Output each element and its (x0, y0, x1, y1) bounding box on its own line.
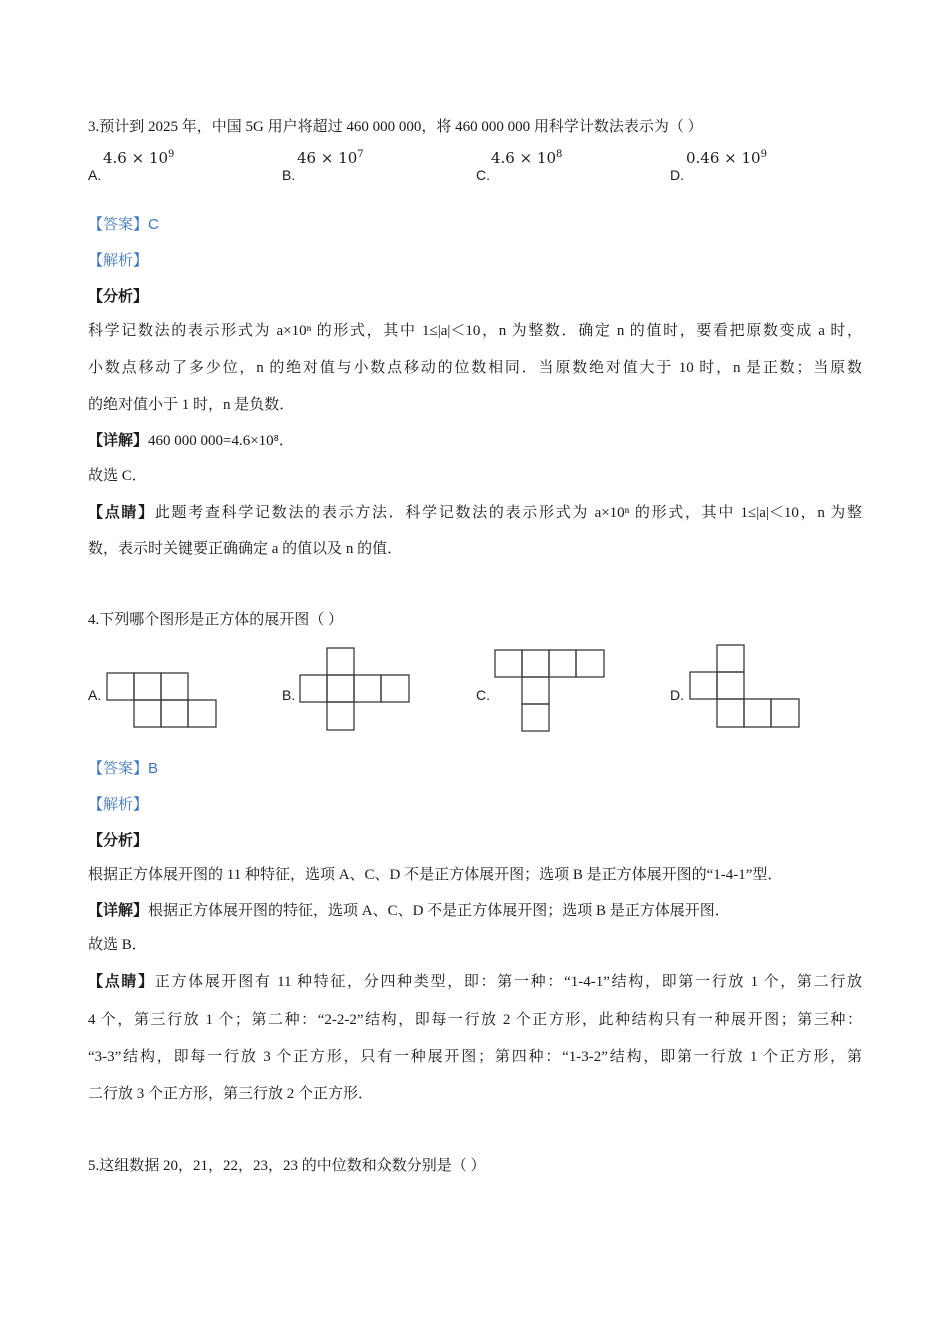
q3-detail (88, 430, 294, 450)
q3-option-c-exponent: 8 (556, 149, 563, 160)
q3-dianjing-line-2: 数，表示时关键要正确确定 a 的值以及 n 的值． (88, 541, 403, 557)
q3-option-b-exponent: 7 (357, 149, 364, 160)
q3-option-b-base: 46 × 10 (297, 149, 358, 167)
q5-stem: 5.这组数据 20，21，22，23，23 的中位数和众数分别是（ ） (88, 1158, 486, 1174)
q3-jiexi-label: 【解析】 (88, 251, 149, 269)
q3-option-c-letter: C. (476, 167, 490, 183)
q4-option-d-letter: D. (670, 687, 684, 703)
net-b-square (327, 648, 354, 675)
q3-dianjing-line-1 (88, 502, 862, 522)
q4-option-c-letter: C. (476, 687, 490, 703)
net-c-square (522, 650, 549, 677)
q3-option-c-formula (491, 148, 562, 168)
q4-dianjing-text-1: 正方体展开图有 11 种特征，分四种类型，即：第一种：“1-4-1”结构，即第一行放 1 个，第二行放 (154, 974, 862, 990)
q3-dianjing-tag: 【点睛】 (88, 503, 155, 521)
q4-conclusion: 故选 B． (88, 937, 147, 953)
net-c-square (549, 650, 576, 677)
q3-answer (88, 214, 159, 234)
net-c-square (522, 677, 549, 704)
q4-option-a-letter: A. (88, 687, 102, 703)
q3-fenxi-label: 【分析】 (88, 287, 149, 305)
q4-fenxi-line-1: 根据正方体展开图的 11 种特征，选项 A、C、D 不是正方体展开图；选项 B 是正方体展开图的“1-4-1”型． (88, 867, 783, 883)
q4-jiexi-label: 【解析】 (88, 795, 149, 813)
q4-dianjing-tag: 【点睛】 (88, 972, 155, 990)
q3-answer-tag: 【答案】 (88, 215, 149, 233)
net-b-square (327, 702, 354, 730)
q3-option-a-base: 4.6 × 10 (103, 149, 169, 167)
q4-option-c-net-figure (495, 650, 605, 734)
q4-answer-value: B (148, 760, 159, 777)
net-b-square (300, 675, 327, 702)
net-c-square (522, 704, 549, 731)
q4-detail (88, 900, 730, 920)
q3-fenxi-line-2: 小数点移动了多少位，n 的绝对值与小数点移动的位数相同．当原数绝对值大于 10 时，n 是正数；当原数 (88, 360, 862, 376)
q3-dianjing-text-1: 此题考查科学记数法的表示方法．科学记数法的表示形式为 a×10ⁿ 的形式，其中 1≤|a|＜10，n 为整 (154, 505, 862, 521)
q4-option-b-net-figure (300, 648, 410, 732)
q4-detail-text: 根据正方体展开图的特征，选项 A、C、D 不是正方体展开图；选项 B 是正方体展开图． (148, 903, 730, 919)
q3-option-d-base: 0.46 × 10 (686, 149, 761, 167)
net-b-square (381, 675, 409, 702)
q4-dianjing-line-2: 4 个，第三行放 1 个；第二种：“2-2-2”结构，即每一行放 2 个正方形，此种结构只有一种展开图；第三种： (88, 1012, 862, 1028)
q3-answer-value: C (148, 216, 159, 233)
net-b-square (354, 675, 381, 702)
q3-option-a-exponent: 9 (168, 149, 175, 160)
q3-stem: 3.预计到 2025 年，中国 5G 用户将超过 460 000 000，将 460 000 000 用科学计数法表示为（ ） (88, 119, 703, 135)
net-c-square (495, 650, 522, 677)
q4-stem: 4.下列哪个图形是正方体的展开图（ ） (88, 612, 344, 628)
net-a-square (107, 673, 134, 700)
net-d-square (771, 699, 799, 727)
net-d-square (717, 645, 744, 672)
q4-answer-tag: 【答案】 (88, 759, 149, 777)
q4-fenxi-tag (88, 830, 148, 850)
q3-option-b-letter: B. (282, 167, 296, 183)
net-c-square (576, 650, 604, 677)
q4-option-b-letter: B. (282, 687, 296, 703)
q3-option-d-exponent: 9 (760, 149, 767, 160)
q3-option-d-formula (686, 148, 767, 168)
q4-dianjing-line-1 (88, 971, 862, 991)
q3-detail-tag: 【详解】 (88, 431, 149, 449)
net-a-square (161, 673, 188, 700)
net-d-square (744, 699, 771, 727)
net-d-square (717, 672, 744, 699)
q3-fenxi-line-1: 科学记数法的表示形式为 a×10ⁿ 的形式，其中 1≤|a|＜10，n 为整数．确定 n 的值时，要看把原数变成 a 时， (88, 323, 862, 339)
q3-option-d-letter: D. (670, 167, 684, 183)
q3-detail-text: 460 000 000=4.6×10⁸． (148, 433, 294, 449)
q3-fenxi-tag (88, 286, 148, 306)
net-d-square (717, 699, 744, 727)
q3-fenxi-line-3: 的绝对值小于 1 时，n 是负数． (88, 397, 295, 413)
net-a-square (134, 700, 161, 727)
q3-jiexi-tag (88, 250, 148, 270)
q4-option-a-net-figure (107, 673, 217, 729)
q4-answer (88, 758, 158, 778)
q4-option-d-net-figure (690, 645, 802, 729)
net-b-square (327, 675, 354, 702)
q3-option-a-letter: A. (88, 167, 102, 183)
q4-detail-tag: 【详解】 (88, 901, 149, 919)
q3-option-c-base: 4.6 × 10 (491, 149, 557, 167)
net-a-square (134, 673, 161, 700)
q3-option-a-formula (103, 148, 174, 168)
q4-jiexi-tag (88, 794, 148, 814)
q3-conclusion: 故选 C． (88, 468, 147, 484)
q3-option-b-formula (297, 148, 364, 168)
net-a-square (188, 700, 216, 727)
q4-dianjing-line-4: 二行放 3 个正方形，第三行放 2 个正方形． (88, 1086, 374, 1102)
net-a-square (161, 700, 188, 727)
q4-dianjing-line-3: “3-3”结构，即每一行放 3 个正方形，只有一种展开图；第四种：“1-3-2”结构，即第一行放 1 个正方形，第 (88, 1049, 862, 1065)
net-d-square (690, 672, 717, 699)
q4-fenxi-label: 【分析】 (88, 831, 149, 849)
